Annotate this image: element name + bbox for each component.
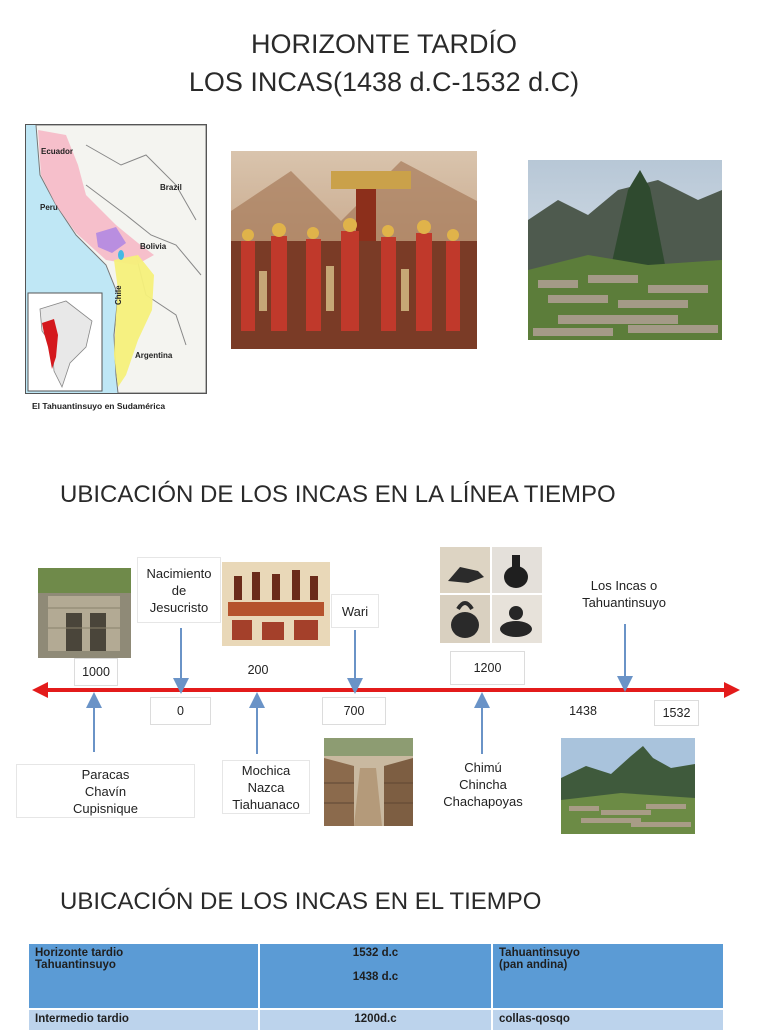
- stone-temple-photo: [38, 568, 131, 658]
- map-label-brazil: Brazil: [160, 183, 182, 192]
- year-1532: 1532: [654, 700, 699, 726]
- chimu-ceramics-photo: [440, 547, 542, 643]
- label-wari: Wari: [331, 594, 379, 628]
- chimu-ceramics-graphic: [440, 547, 542, 643]
- inca-procession-painting: [231, 151, 477, 349]
- south-america-map-graphic: [26, 125, 206, 393]
- map-label-chile: Chile: [114, 285, 123, 305]
- timeline-heading: UBICACIÓN DE LOS INCAS EN LA LÍNEA TIEMPO: [60, 481, 616, 508]
- label-mochica: Mochica Nazca Tiahuanaco: [222, 760, 310, 814]
- machu-picchu-graphic: [528, 160, 722, 340]
- year-200: 200: [226, 655, 290, 685]
- machu-picchu-photo: [528, 160, 722, 340]
- year-1000: 1000: [74, 658, 118, 686]
- dates-cell: 1532 d.c 1438 d.c: [259, 943, 492, 1009]
- tahuantinsuyo-map: [25, 124, 207, 394]
- table-row: [28, 943, 724, 1009]
- period-cell: Horizonte tardio Tahuantinsuyo: [28, 943, 259, 1009]
- year-700: 700: [322, 697, 386, 725]
- map-label-peru: Peru: [40, 203, 58, 212]
- dates-cell: 1200d.c: [259, 1009, 492, 1031]
- map-label-ecuador: Ecuador: [41, 147, 74, 156]
- year-1438: 1438: [555, 698, 611, 724]
- map-label-argentina: Argentina: [135, 351, 173, 360]
- machu-picchu-small-graphic: [561, 738, 695, 834]
- map-label-bolivia: Bolivia: [140, 242, 167, 251]
- wari-ruins-photo: [324, 738, 413, 826]
- machu-picchu-small-photo: [561, 738, 695, 834]
- page-title-line-2: LOS INCAS(1438 d.C-1532 d.C): [188, 67, 580, 97]
- periods-table: [27, 942, 725, 1032]
- page-title-line-1: HORIZONTE TARDÍO: [250, 29, 517, 59]
- mochica-ceramic-art-photo: [222, 562, 330, 646]
- periods-heading: UBICACIÓN DE LOS INCAS EN EL TIEMPO: [60, 888, 542, 915]
- timeline-axis: [30, 678, 742, 702]
- table-row: [28, 1009, 724, 1031]
- year-1200: 1200: [450, 651, 525, 685]
- culture-cell: Tahuantinsuyo (pan andina): [492, 943, 724, 1009]
- mochica-art-graphic: [222, 562, 330, 646]
- label-nacimiento-jesucristo: Nacimiento de Jesucristo: [137, 557, 221, 623]
- label-los-incas: Los Incas o Tahuantinsuyo: [565, 572, 683, 616]
- wari-ruins-graphic: [324, 738, 413, 826]
- stone-temple-graphic: [38, 568, 131, 658]
- inca-procession-graphic: [231, 151, 477, 349]
- year-0: 0: [150, 697, 211, 725]
- period-cell: Intermedio tardio: [28, 1009, 259, 1031]
- map-caption: El Tahuantinsuyo en Sudamérica: [32, 401, 166, 411]
- culture-cell: collas-qosqo: [492, 1009, 724, 1031]
- label-chimu: Chimú Chincha Chachapoyas: [425, 760, 541, 808]
- label-paracas: Paracas Chavín Cupisnique: [16, 764, 195, 818]
